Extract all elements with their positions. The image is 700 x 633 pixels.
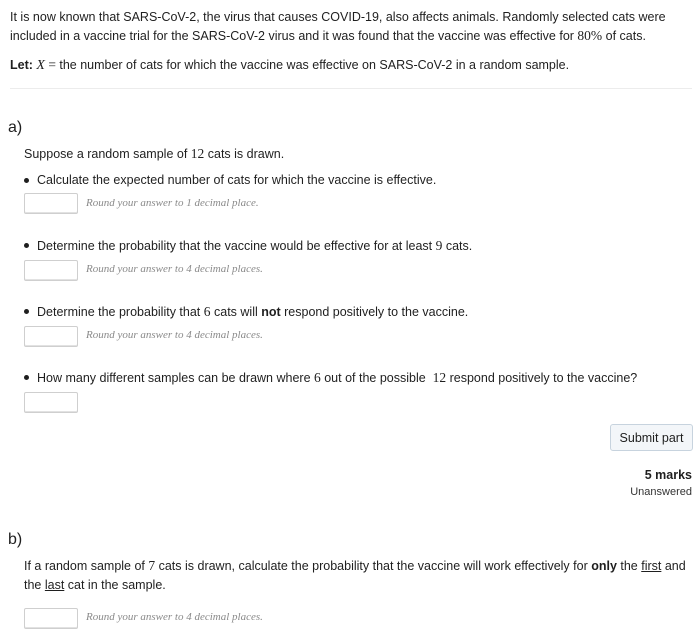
part-b-label: b) [8,531,23,548]
question-a3 [24,302,684,347]
marks-label: 5 marks [644,468,692,482]
question-intro [10,8,694,76]
part-a-lead: Suppose a random sample of 12 cats is drawn. [24,146,285,161]
answer-input-a3[interactable] [24,326,78,347]
submit-part-button[interactable]: Submit part [610,424,693,451]
question-a1 [24,171,684,214]
part-a [24,144,692,385]
part-b-question-text: If a random sample of 7 cats is drawn, calculate the probability that the vaccine will work effectively for only the first and the last cat in the sample. [24,558,686,592]
divider [10,88,692,89]
rounding-hint-a1: Round your answer to 1 decimal place. [86,196,259,209]
answer-input-a1[interactable] [24,193,78,214]
variable-x: X [36,57,45,73]
question-a3-text: Determine the probability that 6 cats will not respond positively to the vaccine. [24,302,684,322]
question-a4-text: How many different samples can be drawn where 6 out of the possible 12 respond positively to the vaccine? [24,368,684,388]
percent-value: 80% [577,28,603,44]
question-a2-text: Determine the probability that the vaccine would be effective for at least 9 cats. [24,236,684,256]
part-b [24,556,692,629]
question-a1-text: Calculate the expected number of cats for which the vaccine is effective. [24,171,684,189]
answer-input-a4[interactable] [24,392,78,413]
question-a2 [24,236,684,281]
question-a4 [24,368,684,413]
answer-input-b[interactable] [24,608,78,629]
part-a-label: a) [8,119,23,136]
answer-input-a2[interactable] [24,260,78,281]
variable-definition: Let: X = the number of cats for which the vaccine was effective on SARS-CoV-2 in a random sample. [10,56,570,73]
rounding-hint-a2: Round your answer to 4 decimal places. [86,263,263,276]
rounding-hint-a3: Round your answer to 4 decimal places. [86,329,263,342]
intro-paragraph: It is now known that SARS-CoV-2, the virus that causes COVID-19, also affects animals. Randomly selected cats were included in a vaccine trial for the SARS-CoV-2 virus and it was found that the vaccine was effective for 80% of cats. [10,10,666,44]
rounding-hint-b: Round your answer to 4 decimal places. [86,611,263,624]
answer-status: Unanswered [630,486,692,498]
